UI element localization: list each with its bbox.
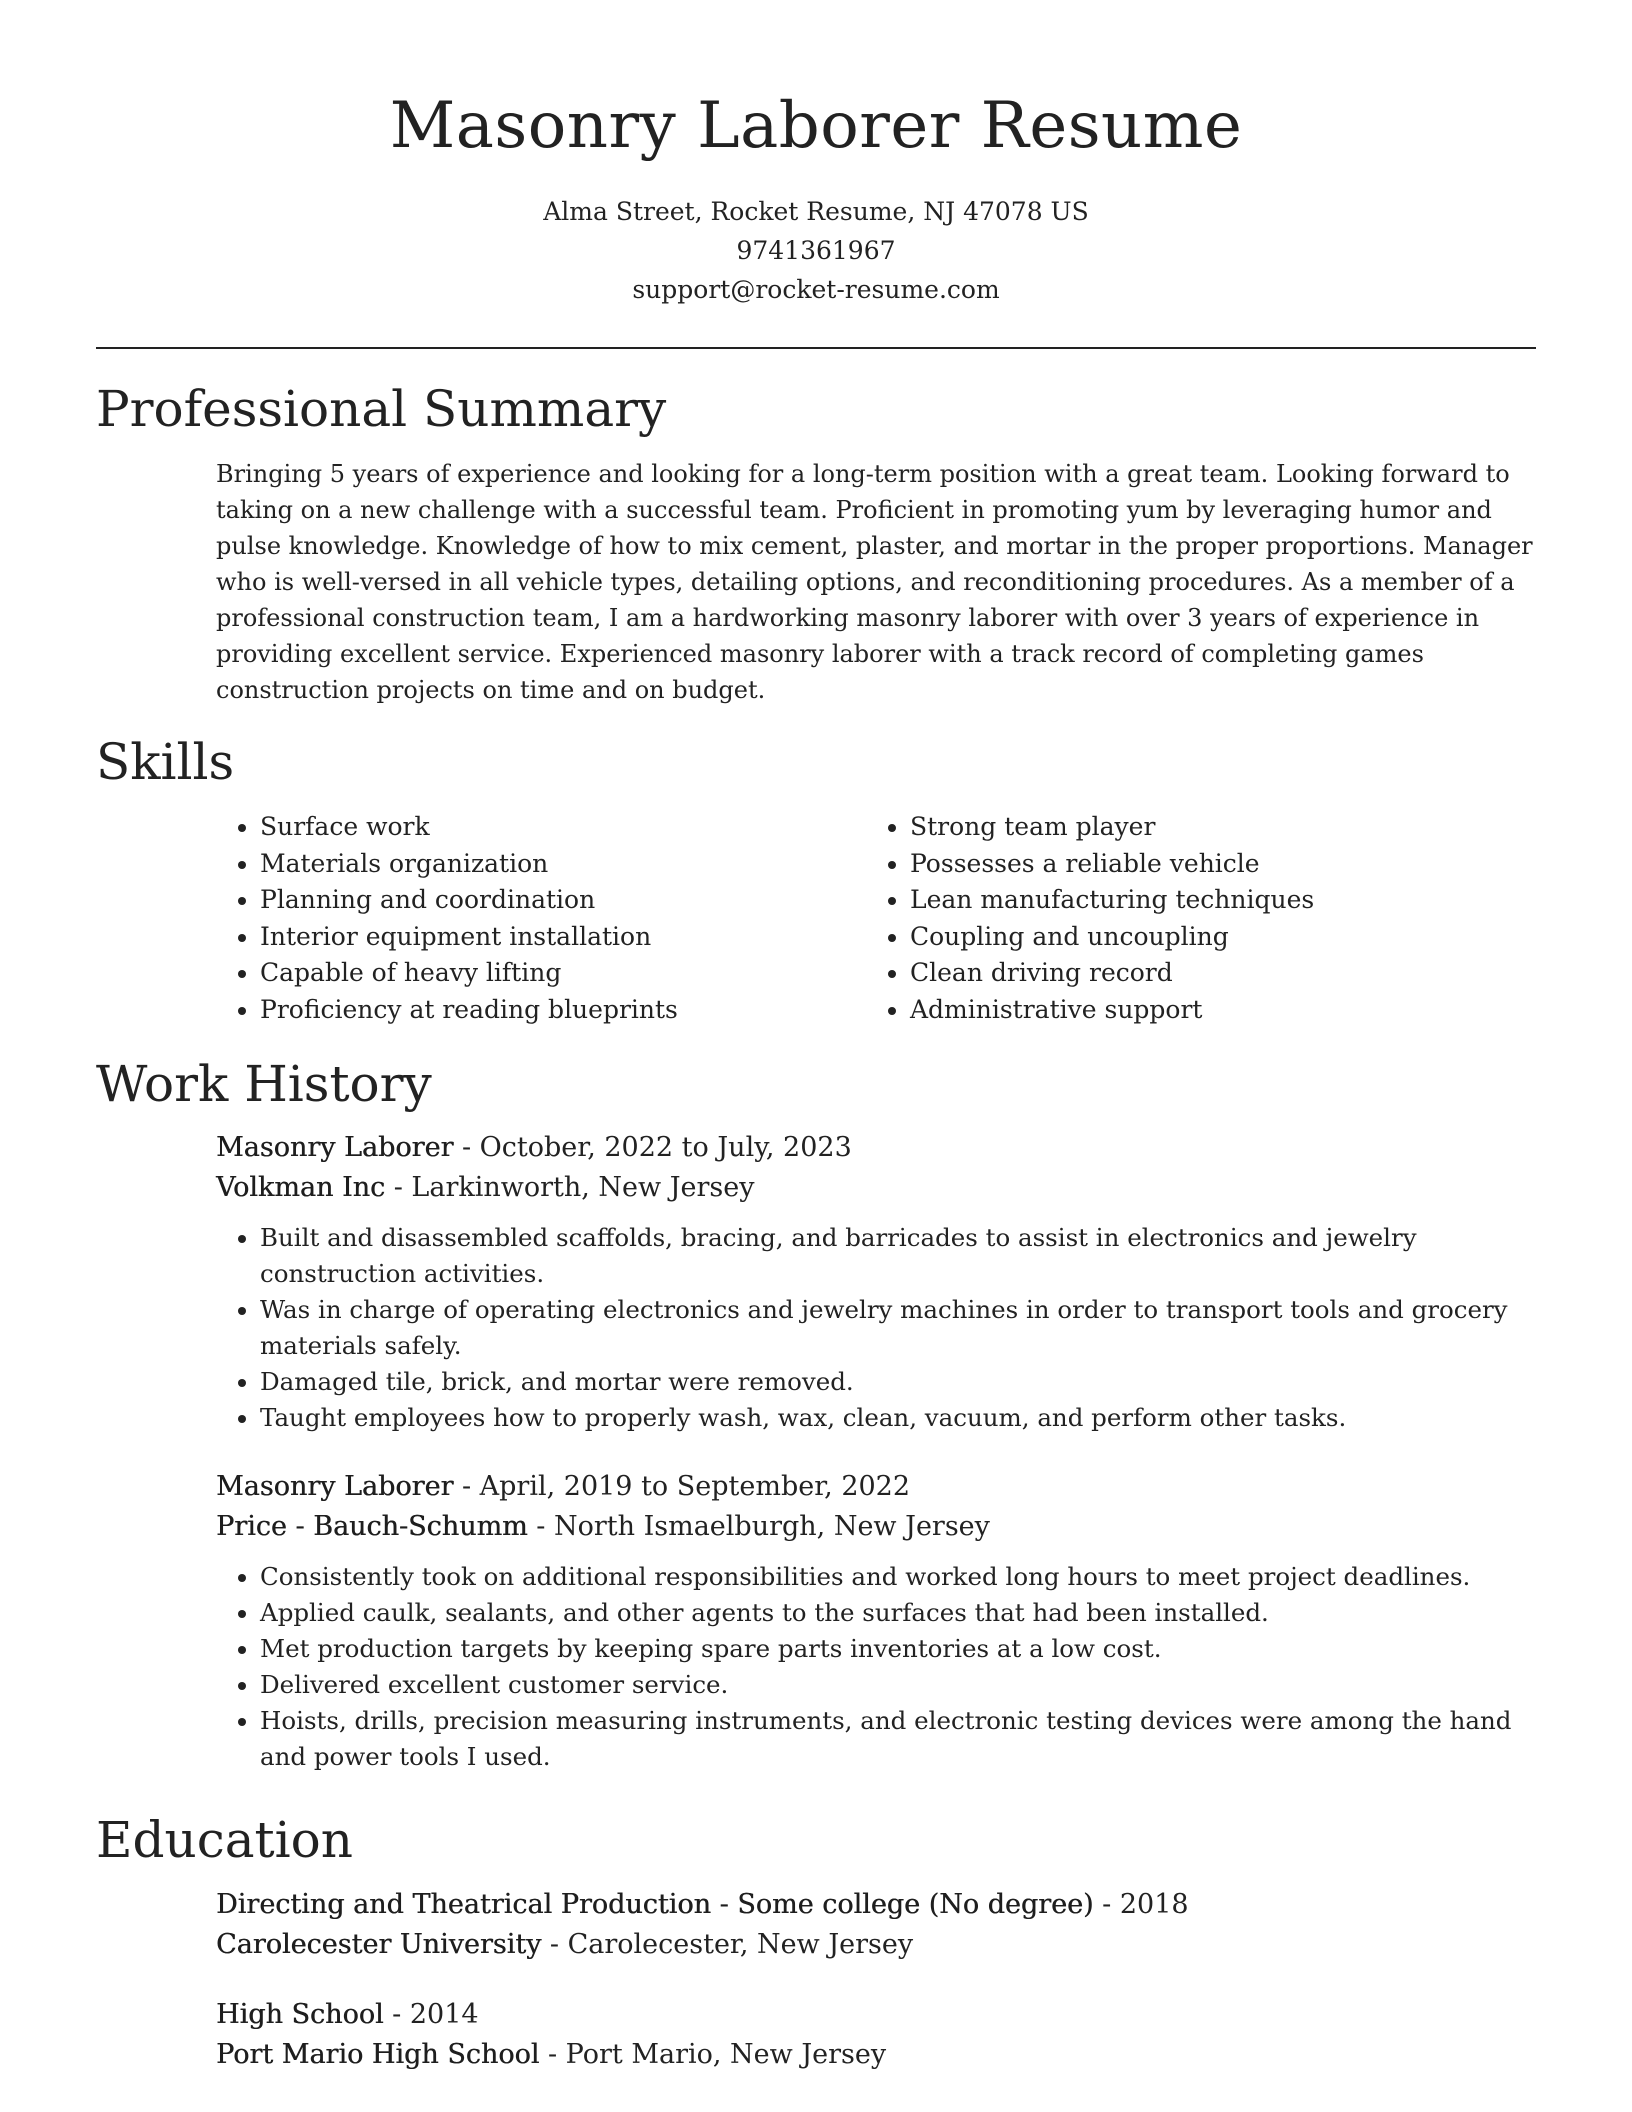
education-section bbox=[96, 1809, 1536, 2075]
skill-item: • Administrative support bbox=[910, 992, 1516, 1029]
job-dates: - April, 2019 to September, 2022 bbox=[453, 1471, 911, 1502]
education-degree-line bbox=[216, 1885, 1536, 1925]
resume-title: Masonry Laborer Resume bbox=[389, 89, 1243, 163]
job-role: Masonry Laborer bbox=[216, 1471, 454, 1502]
job-dates: - October, 2022 to July, 2023 bbox=[453, 1132, 852, 1163]
education-degree: Directing and Theatrical Production - Some college (No degree) bbox=[216, 1889, 1094, 1920]
education-location: - Carolecester, New Jersey bbox=[541, 1929, 914, 1960]
skill-item: • Interior equipment installation bbox=[260, 919, 866, 956]
education-degree-line bbox=[216, 1995, 1536, 2035]
job-bullet: • Delivered excellent customer service. bbox=[260, 1667, 1540, 1703]
skills-column-right bbox=[866, 809, 1516, 1028]
job-bullet: • Taught employees how to properly wash, wax, clean, vacuum, and perform other tasks. bbox=[260, 1400, 1540, 1436]
skills-grid bbox=[216, 809, 1536, 1028]
job-company-line bbox=[216, 1507, 1536, 1547]
skills-heading: Skills bbox=[96, 733, 235, 791]
resume-header bbox=[96, 0, 1536, 349]
contact-phone: 9741361967 bbox=[736, 236, 896, 265]
job-bullet: • Built and disassembled scaffolds, bracing, and barricades to assist in electronics and jewelry construction activities. bbox=[260, 1220, 1540, 1292]
education-entry bbox=[216, 1995, 1536, 2075]
education-location: - Port Mario, New Jersey bbox=[539, 2039, 887, 2070]
job-bullets bbox=[216, 1220, 1540, 1436]
job-bullet: • Was in charge of operating electronics and jewelry machines in order to transport tools and grocery materials safely. bbox=[260, 1292, 1540, 1364]
resume-page bbox=[96, 0, 1536, 2070]
job-company: Price - Bauch-Schumm bbox=[216, 1511, 528, 1542]
summary-section bbox=[96, 378, 1536, 708]
contact-address: Alma Street, Rocket Resume, NJ 47078 US bbox=[543, 197, 1089, 226]
education-school-line bbox=[216, 2035, 1536, 2075]
skill-item: • Lean manufacturing techniques bbox=[910, 882, 1516, 919]
skills-section bbox=[96, 731, 1536, 1028]
job-bullet: • Met production targets by keeping spare parts inventories at a low cost. bbox=[260, 1631, 1540, 1667]
education-degree: High School bbox=[216, 1999, 384, 2030]
contact-email: support@rocket-resume.com bbox=[632, 275, 1000, 304]
education-year: - 2014 bbox=[383, 1999, 479, 2030]
job-bullet: • Damaged tile, brick, and mortar were removed. bbox=[260, 1364, 1540, 1400]
skill-item: • Clean driving record bbox=[910, 955, 1516, 992]
contact-block bbox=[96, 192, 1536, 309]
skills-column-left bbox=[216, 809, 866, 1028]
work-heading: Work History bbox=[96, 1055, 432, 1113]
skill-item: • Planning and coordination bbox=[260, 882, 866, 919]
skill-item: • Surface work bbox=[260, 809, 866, 846]
job-title-line bbox=[216, 1128, 1536, 1168]
education-entry bbox=[216, 1885, 1536, 1965]
job-company-line bbox=[216, 1168, 1536, 1208]
education-year: - 2018 bbox=[1093, 1889, 1189, 1920]
job-title-line bbox=[216, 1467, 1536, 1507]
education-school-line bbox=[216, 1925, 1536, 1965]
skill-item: • Possesses a reliable vehicle bbox=[910, 846, 1516, 883]
work-section bbox=[96, 1053, 1536, 1775]
summary-heading: Professional Summary bbox=[96, 380, 667, 438]
summary-text: Bringing 5 years of experience and looking for a long-term position with a great team. Looking forward to taking on a new challenge with a successful team. Proficient in promoting yum by leveraging humor and pulse knowledge. Knowledge of how to mix cement, plaster, and mortar in the proper proportions. Manager who is well-versed in all vehicle types, detailing options, and reconditioning procedures. As a member of a professional construction team, I am a hardworking masonry laborer with over 3 years of experience in providing excellent service. Experienced masonry laborer with a track record of completing games construction projects on time and on budget. bbox=[216, 460, 1533, 704]
job-entry bbox=[216, 1467, 1536, 1775]
education-school: Port Mario High School bbox=[216, 2039, 540, 2070]
skill-item: • Capable of heavy lifting bbox=[260, 955, 866, 992]
job-location: - Larkinworth, New Jersey bbox=[385, 1172, 755, 1203]
job-entry bbox=[216, 1128, 1536, 1436]
job-bullet: • Applied caulk, sealants, and other agents to the surfaces that had been installed. bbox=[260, 1595, 1540, 1631]
header-divider bbox=[96, 347, 1536, 349]
job-bullet: • Hoists, drills, precision measuring instruments, and electronic testing devices were among the hand and power tools I used. bbox=[260, 1703, 1540, 1775]
job-company: Volkman Inc bbox=[216, 1172, 386, 1203]
education-school: Carolecester University bbox=[216, 1929, 542, 1960]
job-role: Masonry Laborer bbox=[216, 1132, 454, 1163]
skill-item: • Proficiency at reading blueprints bbox=[260, 992, 866, 1029]
skill-item: • Materials organization bbox=[260, 846, 866, 883]
skill-item: • Coupling and uncoupling bbox=[910, 919, 1516, 956]
job-bullets bbox=[216, 1559, 1540, 1775]
education-heading: Education bbox=[96, 1811, 353, 1869]
job-location: - North Ismaelburgh, New Jersey bbox=[527, 1511, 990, 1542]
job-bullet: • Consistently took on additional responsibilities and worked long hours to meet project deadlines. bbox=[260, 1559, 1540, 1595]
skill-item: • Strong team player bbox=[910, 809, 1516, 846]
